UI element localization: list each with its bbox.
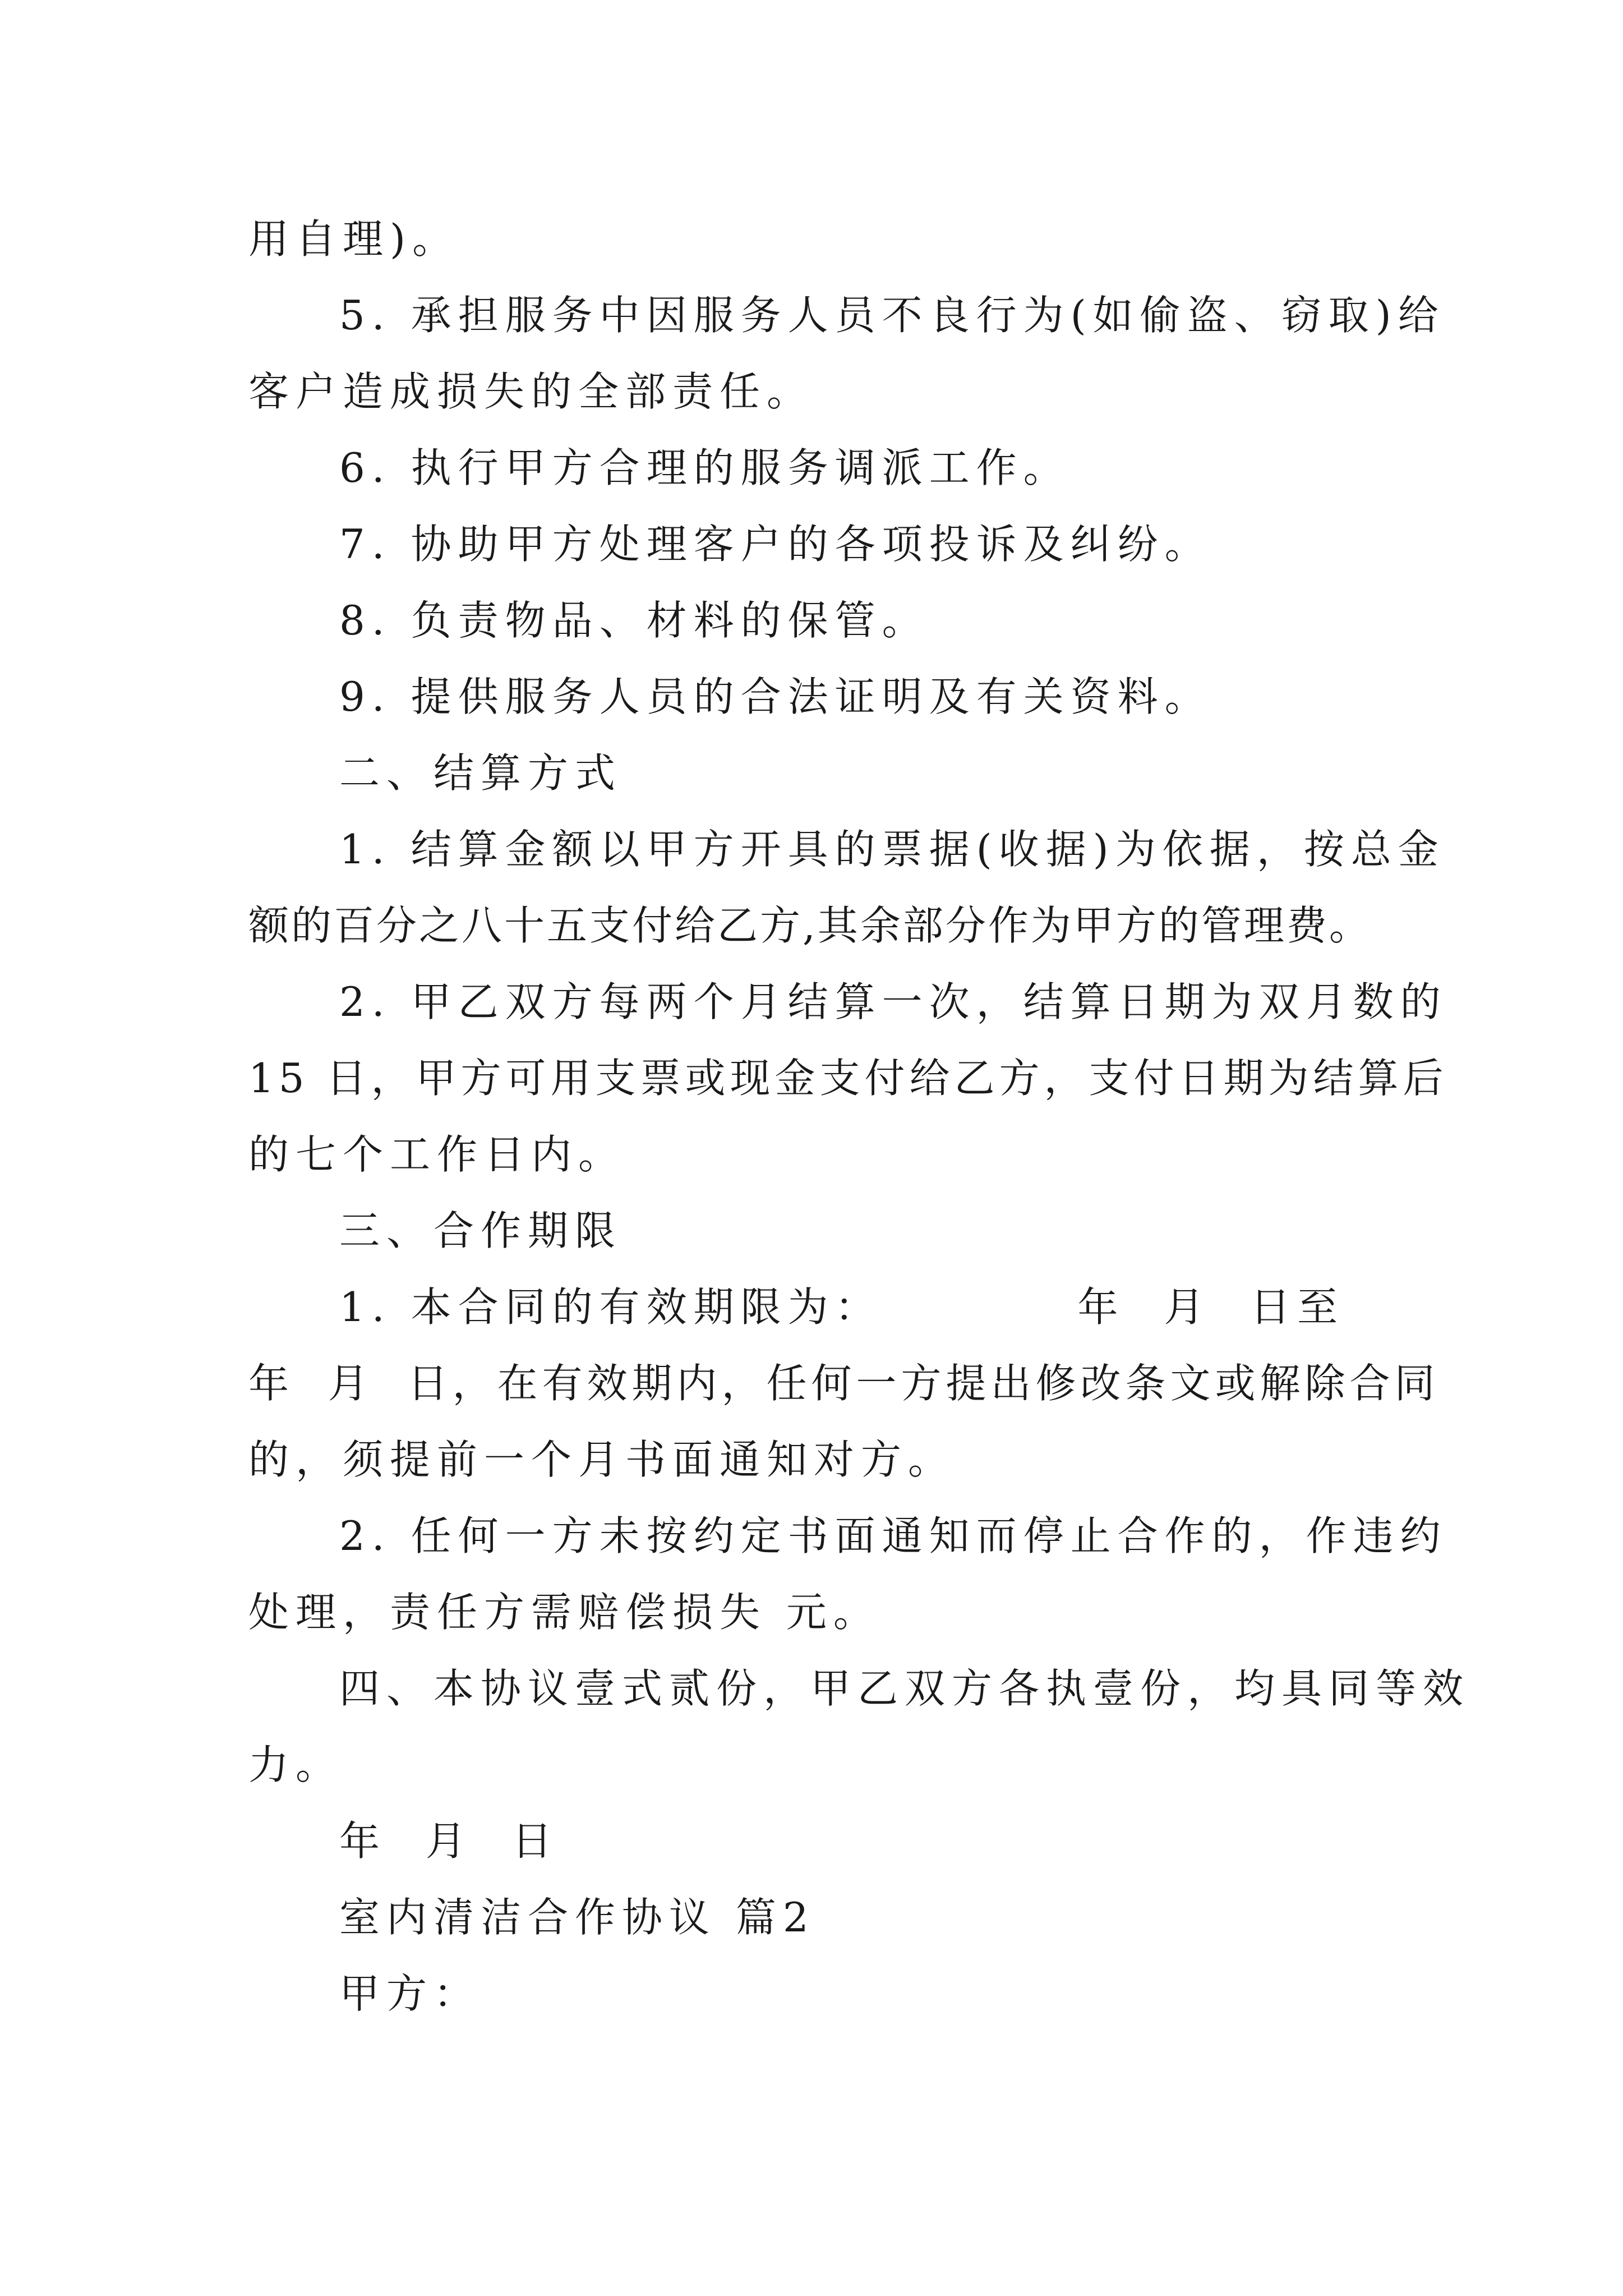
text-line: 15 日，甲方可用支票或现金支付给乙方，支付日期为结算后 — [248, 1055, 1448, 1102]
text-line: 用自理)。 — [248, 215, 460, 263]
text-line: 客户造成损失的全部责任。 — [248, 368, 814, 415]
section-heading: 三、合作期限 — [339, 1207, 623, 1254]
section-heading: 二、结算方式 — [339, 749, 623, 797]
text-line: 的七个工作日内。 — [248, 1131, 626, 1178]
text-line: 力。 — [248, 1741, 343, 1788]
text-line: 四、本协议壹式贰份，甲乙双方各执壹份，均具同等效 — [339, 1665, 1470, 1712]
section-title: 室内清洁合作协议 篇2 — [339, 1894, 815, 1941]
text-line: 的，须提前一个月书面通知对方。 — [248, 1436, 956, 1483]
text-line: 1. 结算金额以甲方开具的票据(收据)为依据，按总金 — [339, 826, 1445, 873]
text-line: 7. 协助甲方处理客户的各项投诉及纠纷。 — [339, 521, 1212, 568]
date-line: 年 月 日 — [339, 1818, 559, 1865]
text-line: 处理，责任方需赔偿损失 元。 — [248, 1589, 880, 1636]
text-line: 2. 甲乙双方每两个月结算一次，结算日期为双月数的 — [339, 978, 1447, 1025]
text-line: 2. 任何一方未按约定书面通知而停止合作的，作违约 — [339, 1512, 1447, 1559]
text-line: 年 月 日，在有效期内，任何一方提出修改条文或解除合同 — [248, 1360, 1440, 1407]
text-line: 额的百分之八十五支付给乙方,其余部分作为甲方的管理费。 — [248, 902, 1372, 949]
party-a-label: 甲方： — [339, 1970, 481, 2017]
text-line: 1. 本合同的有效期限为： 年 月 日至 — [339, 1283, 1344, 1331]
text-line: 5. 承担服务中因服务人员不良行为(如偷盗、窃取)给 — [339, 292, 1445, 339]
text-line: 9. 提供服务人员的合法证明及有关资料。 — [339, 673, 1212, 720]
text-line: 6. 执行甲方合理的服务调派工作。 — [339, 444, 1071, 491]
text-line: 8. 负责物品、材料的保管。 — [339, 597, 929, 644]
